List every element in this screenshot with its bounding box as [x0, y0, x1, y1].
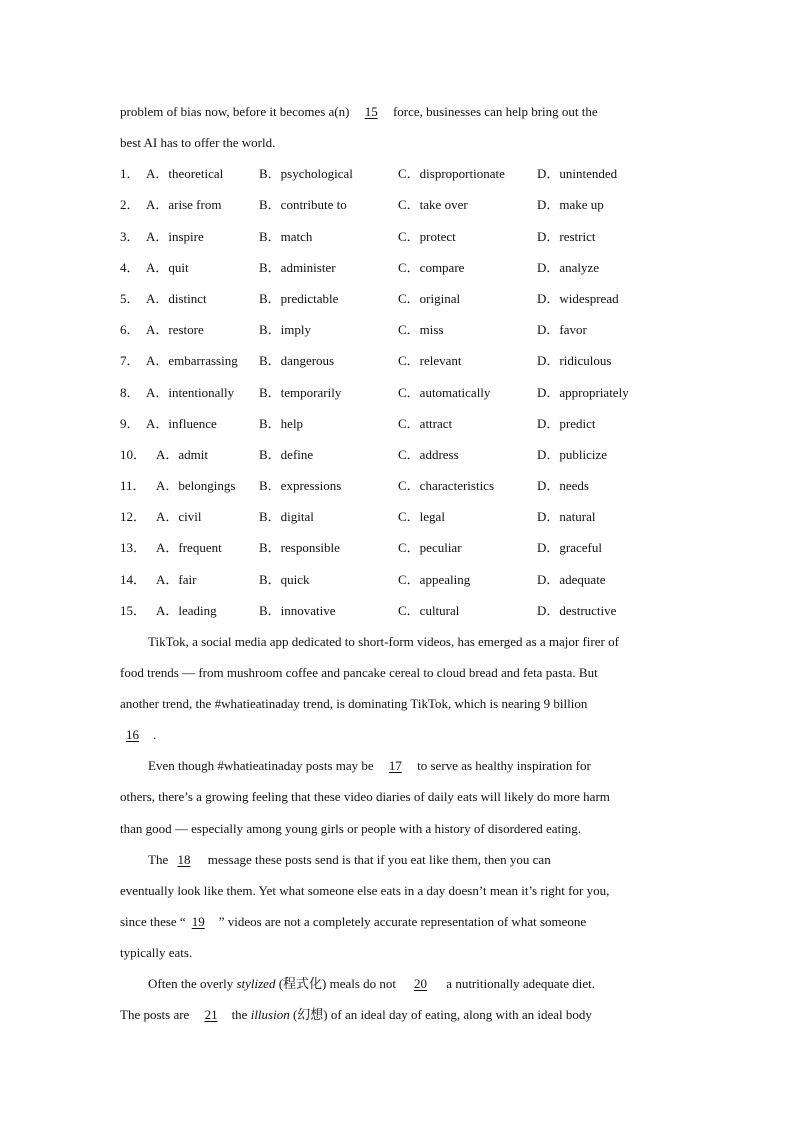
question-row — [120, 193, 660, 224]
question-row — [120, 381, 660, 412]
option-b: B．imply — [259, 322, 312, 338]
option-d: D．unintended — [537, 166, 618, 182]
question-number: 4． — [120, 259, 140, 275]
option-b: B．digital — [259, 509, 314, 525]
text-segment: (程式化) meals do not — [275, 976, 397, 992]
question-number: 8． — [120, 384, 140, 400]
option-d: D．ridiculous — [537, 353, 612, 369]
option-c: C．automatically — [398, 384, 491, 400]
text-segment: since these “ — [120, 913, 186, 929]
option-a: A．belongings — [156, 478, 236, 494]
question-number: 12． — [120, 509, 147, 525]
option-a: A．restore — [146, 322, 204, 338]
option-c: C．cultural — [398, 602, 460, 618]
text-segment: message these posts send is that if you eat like them, then you can — [204, 851, 551, 867]
question-number: 13． — [120, 540, 147, 556]
option-d: D．favor — [537, 322, 587, 338]
passage2-p4-line-1 — [120, 972, 660, 1003]
text-segment: force, businesses can help bring out the — [389, 104, 598, 119]
option-d: D．needs — [537, 478, 589, 494]
passage2-p2-line-2: others, there’s a growing feeling that these video diaries of daily eats will likely do more harm — [120, 789, 610, 805]
option-b: B．match — [259, 228, 313, 244]
option-b: B．psychological — [259, 166, 353, 182]
passage2-p3-line-2: eventually look like them. Yet what someone else eats in a day doesn’t mean it’s right for you, — [120, 882, 610, 898]
document-content — [120, 100, 660, 1034]
option-a: A．admit — [156, 446, 208, 462]
question-number: 6． — [120, 322, 140, 338]
option-c: C．take over — [398, 197, 468, 213]
option-c: C．protect — [398, 228, 456, 244]
question-row — [120, 505, 660, 536]
option-c: C．original — [398, 290, 461, 306]
option-a: A．embarrassing — [146, 353, 238, 369]
question-row — [120, 568, 660, 599]
passage2-p1-line-1: TikTok, a social media app dedicated to short-form videos, has emerged as a major firer of — [148, 634, 619, 649]
question-number: 14． — [120, 571, 147, 587]
option-a: A．civil — [156, 509, 202, 525]
option-a: A．intentionally — [146, 384, 235, 400]
text-segment: . — [153, 727, 157, 743]
question-number: 2． — [120, 197, 140, 213]
blank-19: 19 — [191, 913, 205, 929]
question-number: 3． — [120, 228, 140, 244]
option-c: C．relevant — [398, 353, 462, 369]
option-d: D．analyze — [537, 259, 600, 275]
option-c: C．attract — [398, 415, 453, 431]
text-segment: the — [231, 1007, 251, 1023]
option-a: A．leading — [156, 602, 217, 618]
text-segment: to serve as healthy inspiration for — [413, 758, 591, 774]
option-a: A．distinct — [146, 290, 207, 306]
option-c: C．characteristics — [398, 478, 495, 494]
option-b: B．temporarily — [259, 384, 342, 400]
italic-term: stylized — [236, 976, 276, 992]
text-segment: The posts are — [120, 1007, 193, 1023]
option-d: D．natural — [537, 509, 596, 525]
text-segment: Often the overly — [148, 976, 237, 992]
option-b: B．predictable — [259, 290, 339, 306]
question-row — [120, 256, 660, 287]
question-row — [120, 162, 660, 193]
question-number: 11． — [120, 478, 146, 494]
passage2-p3-line-1 — [120, 848, 660, 879]
option-c: C．legal — [398, 509, 445, 525]
passage2-p2-line-3: than good — especially among young girls or people with a history of disordered eating. — [120, 820, 582, 836]
option-d: D．make up — [537, 197, 604, 213]
question-number: 5． — [120, 290, 140, 306]
option-a: A．quit — [146, 259, 189, 275]
option-c: C．compare — [398, 259, 465, 275]
blank-20: 20 — [414, 976, 428, 992]
option-a: A．frequent — [156, 540, 222, 556]
option-d: D．widespread — [537, 290, 619, 306]
text-segment: The — [148, 851, 172, 867]
option-d: D．predict — [537, 415, 596, 431]
option-d: D．publicize — [537, 446, 608, 462]
text-segment: Even though #whatieatinaday posts may be — [148, 758, 377, 774]
option-b: B．help — [259, 415, 304, 431]
blank-21: 21 — [204, 1007, 218, 1023]
question-number: 1． — [120, 166, 140, 182]
option-b: B．responsible — [259, 540, 340, 556]
question-row — [120, 225, 660, 256]
text-segment: ” videos are not a completely accurate representation of what someone — [218, 913, 587, 929]
question-number: 9． — [120, 415, 140, 431]
passage2-p4-line-2 — [120, 1003, 660, 1034]
option-b: B．administer — [259, 259, 336, 275]
option-c: C．miss — [398, 322, 444, 338]
option-c: C．address — [398, 446, 459, 462]
passage2-p3-line-4: typically eats. — [120, 944, 193, 960]
text-segment: problem of bias now, before it becomes a(n) — [120, 104, 353, 119]
blank-18: 18 — [177, 851, 191, 867]
question-number: 15． — [120, 602, 147, 618]
question-list — [120, 162, 660, 630]
option-c: C．disproportionate — [398, 166, 505, 182]
option-a: A．theoretical — [146, 166, 224, 182]
option-a: A．inspire — [146, 228, 204, 244]
blank-15: 15 — [364, 104, 378, 119]
italic-term: illusion — [250, 1007, 290, 1023]
question-row — [120, 536, 660, 567]
question-number: 10． — [120, 446, 147, 462]
option-b: B．contribute to — [259, 197, 347, 213]
text-segment: (幻想) of an ideal day of eating, along with an ideal body — [289, 1007, 592, 1023]
option-b: B．quick — [259, 571, 310, 587]
question-row — [120, 474, 660, 505]
passage2-p1-line-2: food trends — from mushroom coffee and pancake cereal to cloud bread and feta pasta. But — [120, 665, 598, 681]
option-d: D．graceful — [537, 540, 602, 556]
question-row — [120, 349, 660, 380]
passage1-line-1 — [120, 100, 660, 131]
option-a: A．fair — [156, 571, 197, 587]
option-b: B．dangerous — [259, 353, 335, 369]
blank-16: 16 — [126, 727, 139, 743]
option-a: A．influence — [146, 415, 217, 431]
option-d: D．adequate — [537, 571, 606, 587]
passage1-line-2: best AI has to offer the world. — [120, 135, 276, 151]
passage2-p2-line-1 — [120, 754, 660, 785]
question-row — [120, 443, 660, 474]
option-c: C．appealing — [398, 571, 471, 587]
question-row — [120, 318, 660, 349]
option-b: B．define — [259, 446, 314, 462]
question-row — [120, 599, 660, 630]
passage2-p1-line-4 — [120, 723, 660, 754]
passage2-p1-line-3: another trend, the #whatieatinaday trend, is dominating TikTok, which is nearing 9 billion — [120, 696, 588, 712]
option-c: C．peculiar — [398, 540, 462, 556]
option-d: D．appropriately — [537, 384, 629, 400]
question-number: 7． — [120, 353, 140, 369]
blank-17: 17 — [388, 758, 402, 774]
text-segment: a nutritionally adequate diet. — [443, 976, 596, 992]
option-b: B．innovative — [259, 602, 336, 618]
passage2-p3-line-3 — [120, 910, 660, 941]
option-a: A．arise from — [146, 197, 222, 213]
option-d: D．restrict — [537, 228, 596, 244]
option-d: D．destructive — [537, 602, 617, 618]
option-b: B．expressions — [259, 478, 342, 494]
question-row — [120, 412, 660, 443]
question-row — [120, 287, 660, 318]
